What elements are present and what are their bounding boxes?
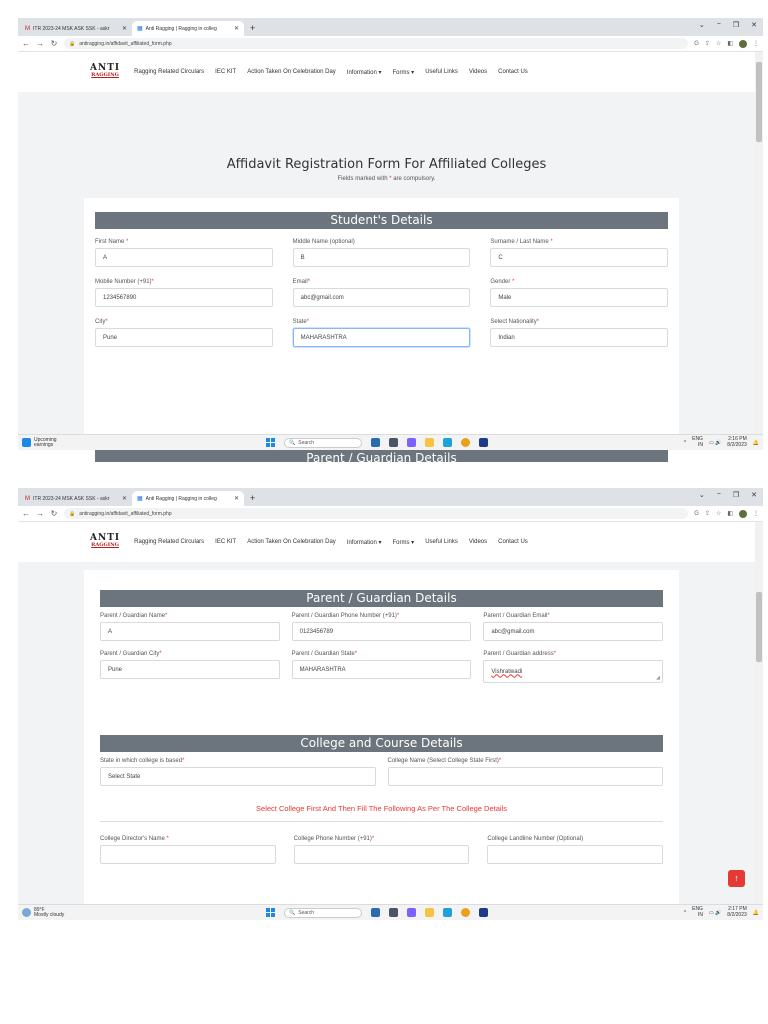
scrollbar-thumb[interactable] xyxy=(756,592,762,662)
windows-taskbar xyxy=(18,904,763,920)
subtitle-text: Fields marked with xyxy=(337,176,388,182)
file-explorer-icon[interactable] xyxy=(425,438,434,447)
city-input[interactable]: Pune xyxy=(95,328,273,347)
scrollbar-thumb[interactable] xyxy=(756,62,762,142)
toolbar-icons xyxy=(694,40,759,48)
parent-row-1 xyxy=(100,613,663,641)
close-window-icon[interactable]: ✕ xyxy=(751,22,757,29)
parent-address-textarea[interactable] xyxy=(483,660,663,683)
college-row-2 xyxy=(100,836,663,864)
parent-city-group xyxy=(100,651,280,683)
mobile-group xyxy=(95,279,273,307)
college-phone-group xyxy=(294,836,470,864)
widget-text xyxy=(34,438,57,448)
gmail-icon: M xyxy=(25,25,30,32)
tab-label: ITR 2023-24 MSK ASK SSK - askr xyxy=(33,495,110,502)
widget-line-2: Mostly cloudy xyxy=(34,911,65,918)
edge-icon[interactable] xyxy=(443,438,452,447)
page-title: Affidavit Registration Form For Affiliated Colleges xyxy=(226,157,547,172)
college-landline-group xyxy=(487,836,663,864)
nav-useful-links[interactable]: Useful Links xyxy=(425,69,458,75)
profile-avatar[interactable] xyxy=(739,40,747,48)
city-group xyxy=(95,319,273,347)
logo-text-bottom: RAGGING xyxy=(91,542,119,548)
sidepanel-icon[interactable]: ◧ xyxy=(727,511,733,517)
college-details-heading: College and Course Details xyxy=(100,735,663,752)
parent-phone-group xyxy=(292,613,472,641)
share-icon[interactable]: ⇪ xyxy=(704,511,710,517)
college-state-select[interactable]: Select State xyxy=(100,767,376,786)
nav-iec-kit[interactable]: IEC KIT xyxy=(215,539,237,545)
wifi-volume-icon[interactable]: ▭ 🔊 xyxy=(708,439,722,446)
share-icon[interactable]: ⇪ xyxy=(704,41,710,47)
lock-icon: 🔒 xyxy=(69,510,76,517)
minimize-icon[interactable]: − xyxy=(716,491,721,498)
forward-arrow-icon[interactable]: → xyxy=(36,509,44,518)
parent-email-input[interactable]: abc@gmail.com xyxy=(483,622,663,641)
nav-contact-us[interactable]: Contact Us xyxy=(498,69,528,75)
file-explorer-icon[interactable] xyxy=(425,908,434,917)
screenshot-student-details xyxy=(18,18,763,465)
copilot-icon[interactable] xyxy=(371,908,380,917)
notification-bell-icon[interactable]: 🔔 xyxy=(752,439,759,446)
wifi-volume-icon[interactable]: ▭ 🔊 xyxy=(708,909,722,916)
site-favicon-icon: ▦ xyxy=(137,26,143,32)
first-name-label: First Name * xyxy=(95,239,129,245)
nav-forms[interactable]: Forms ▾ xyxy=(392,539,415,546)
scroll-to-top-button[interactable]: ↑ xyxy=(728,870,745,887)
email-input[interactable]: abc@gmail.com xyxy=(293,288,471,307)
close-tab-icon[interactable]: ✕ xyxy=(233,496,239,502)
middle-name-label: Middle Name (optional) xyxy=(292,239,355,245)
director-group xyxy=(100,836,276,864)
surname-input[interactable]: C xyxy=(490,248,668,267)
browser-tab-itr[interactable] xyxy=(20,21,132,36)
student-details-heading: Student's Details xyxy=(95,212,668,229)
widget-line-1: 89°F xyxy=(34,906,45,913)
college-phone-input[interactable] xyxy=(294,845,470,864)
taskbar-search[interactable] xyxy=(284,908,362,918)
college-row-1 xyxy=(100,758,663,786)
search-icon: 🔍 xyxy=(289,439,296,446)
system-tray xyxy=(684,437,759,448)
nav-videos[interactable]: Videos xyxy=(468,539,488,545)
close-tab-icon[interactable]: ✕ xyxy=(121,26,127,32)
clock[interactable]: 2:17 PM 8/2/2023 xyxy=(727,906,747,918)
nav-action-taken[interactable]: Action Taken On Celebration Day xyxy=(247,69,336,75)
profile-avatar[interactable] xyxy=(739,510,747,518)
nationality-label: Select Nationality* xyxy=(490,319,540,325)
student-row-3 xyxy=(95,319,668,347)
parent-city-input[interactable]: Pune xyxy=(100,660,280,679)
browser-tabstrip xyxy=(18,18,763,36)
nav-videos[interactable]: Videos xyxy=(468,69,488,75)
nav-forms[interactable]: Forms ▾ xyxy=(392,69,415,76)
window-controls xyxy=(699,491,757,499)
chrome-icon[interactable] xyxy=(461,908,470,917)
middle-name-group xyxy=(293,239,471,267)
screenshot-parent-college-details xyxy=(18,488,763,920)
main-nav xyxy=(134,69,528,76)
store-icon[interactable] xyxy=(479,438,488,447)
widget-line-1: Upcoming xyxy=(34,436,57,443)
college-state-group xyxy=(100,758,376,786)
college-notice: Select College First And Then Fill The Following As Per The College Details xyxy=(256,804,507,813)
tab-label: ITR 2023-24 MSK ASK SSK - askr xyxy=(33,25,110,32)
chevron-up-icon[interactable]: ^ xyxy=(683,439,687,446)
chrome-icon[interactable] xyxy=(461,438,470,447)
page-subtitle xyxy=(18,176,755,182)
google-icon[interactable]: G xyxy=(694,510,699,517)
college-phone-label: College Phone Number (+91)* xyxy=(293,836,375,842)
search-label: Search xyxy=(298,909,315,916)
restore-icon[interactable]: ❐ xyxy=(732,492,740,499)
browser-tabstrip xyxy=(18,488,763,506)
resize-grip-icon[interactable]: ◢ xyxy=(656,675,661,681)
lock-icon: 🔒 xyxy=(69,40,76,47)
gmail-icon: M xyxy=(25,495,30,502)
task-view-icon[interactable] xyxy=(389,438,398,447)
email-label: Email* xyxy=(292,279,311,285)
page-scrollbar[interactable] xyxy=(755,522,763,904)
sidepanel-icon[interactable]: ◧ xyxy=(727,41,733,47)
news-icon xyxy=(22,438,31,447)
city-label: City* xyxy=(95,319,108,325)
form-card xyxy=(84,570,679,904)
browser-toolbar xyxy=(18,506,763,522)
address-bar[interactable] xyxy=(64,38,688,49)
nav-useful-links[interactable]: Useful Links xyxy=(425,539,458,545)
notification-bell-icon[interactable]: 🔔 xyxy=(752,909,759,916)
parent-email-group xyxy=(483,613,663,641)
parent-state-group xyxy=(292,651,472,683)
close-tab-icon[interactable]: ✕ xyxy=(121,496,127,502)
new-tab-button[interactable]: + xyxy=(250,23,256,33)
nav-contact-us[interactable]: Contact Us xyxy=(498,539,528,545)
parent-state-select[interactable]: MAHARASHTRA xyxy=(292,660,472,679)
url-text: antiragging.in/affidavit_affiliated_form.php xyxy=(79,510,172,517)
windows-taskbar xyxy=(18,434,763,450)
logo-text-bottom: RAGGING xyxy=(91,72,119,78)
taskbar-center xyxy=(266,438,488,448)
first-name-input[interactable]: A xyxy=(95,248,273,267)
address-bar[interactable] xyxy=(64,508,688,519)
director-input[interactable] xyxy=(100,845,276,864)
widget-text xyxy=(34,908,64,918)
browser-tab-antiragging[interactable] xyxy=(132,491,244,506)
site-favicon-icon: ▦ xyxy=(137,496,143,502)
clock[interactable]: 2:16 PM 8/2/2023 xyxy=(727,436,747,448)
college-name-select[interactable] xyxy=(388,767,664,786)
nationality-group xyxy=(490,319,668,347)
new-tab-button[interactable]: + xyxy=(250,493,256,503)
logo-text-top: ANTI xyxy=(90,533,121,543)
browser-tab-itr[interactable] xyxy=(20,491,132,506)
cloud-icon xyxy=(22,908,31,917)
back-arrow-icon[interactable]: ← xyxy=(22,509,30,518)
site-logo[interactable] xyxy=(90,535,120,549)
page-scrollbar[interactable] xyxy=(755,52,763,434)
widgets-button[interactable] xyxy=(18,908,108,918)
kebab-menu-icon[interactable]: ⋮ xyxy=(753,41,759,47)
parent-row-2 xyxy=(100,651,663,683)
language-indicator[interactable]: ENG IN xyxy=(692,906,703,918)
student-row-2 xyxy=(95,279,668,307)
surname-group xyxy=(490,239,668,267)
state-select[interactable]: MAHARASHTRA xyxy=(293,328,471,347)
widget-line-2: earnings xyxy=(34,441,54,448)
google-icon[interactable]: G xyxy=(694,40,699,47)
student-row-1 xyxy=(95,239,668,267)
student-card xyxy=(84,198,679,438)
copilot-icon[interactable] xyxy=(371,438,380,447)
parent-email-label: Parent / Guardian Email* xyxy=(483,613,550,619)
parent-name-group xyxy=(100,613,280,641)
parent-phone-input[interactable]: 0123456789 xyxy=(292,622,472,641)
reload-icon[interactable]: ↻ xyxy=(50,39,58,48)
nav-information[interactable]: Information ▾ xyxy=(346,69,382,76)
chevron-up-icon[interactable]: ^ xyxy=(683,909,687,916)
widgets-button[interactable] xyxy=(18,438,108,448)
toolbar-icons xyxy=(694,510,759,518)
close-tab-icon[interactable]: ✕ xyxy=(233,26,239,32)
surname-label: Surname / Last Name * xyxy=(490,239,553,245)
parent-phone-label: Parent / Guardian Phone Number (+91)* xyxy=(291,613,400,619)
close-window-icon[interactable]: ✕ xyxy=(751,492,757,499)
college-name-label: College Name (Select College State First)* xyxy=(387,758,502,764)
taskbar-center xyxy=(266,908,488,918)
star-icon[interactable]: ☆ xyxy=(715,41,722,47)
middle-name-input[interactable]: B xyxy=(293,248,471,267)
college-landline-label: College Landline Number (Optional) xyxy=(487,836,584,842)
restore-icon[interactable]: ❐ xyxy=(732,22,740,29)
parent-address-group xyxy=(483,651,663,683)
required-star: * xyxy=(389,176,392,182)
start-windows-icon[interactable] xyxy=(266,438,275,447)
forward-arrow-icon[interactable]: → xyxy=(36,39,44,48)
college-state-label: State in which college is based* xyxy=(100,758,185,764)
star-icon[interactable]: ☆ xyxy=(715,511,722,517)
nav-iec-kit[interactable]: IEC KIT xyxy=(215,69,237,75)
site-logo[interactable] xyxy=(90,65,120,79)
state-label: State* xyxy=(292,319,310,325)
mobile-input[interactable]: 1234567890 xyxy=(95,288,273,307)
language-indicator[interactable]: ENG IN xyxy=(692,436,703,448)
parent-name-input[interactable]: A xyxy=(100,622,280,641)
subtitle-text-end: are compulsory. xyxy=(393,176,436,182)
state-group xyxy=(293,319,471,347)
teams-icon[interactable] xyxy=(407,438,416,447)
chevron-down-icon[interactable]: ⌄ xyxy=(698,22,705,29)
system-tray xyxy=(684,907,759,918)
back-arrow-icon[interactable]: ← xyxy=(22,39,30,48)
parent-details-heading: Parent / Guardian Details xyxy=(100,590,663,607)
gender-select[interactable]: Male xyxy=(490,288,668,307)
url-text: antiragging.in/affidavit_affiliated_form.php xyxy=(79,40,172,47)
gender-group xyxy=(490,279,668,307)
search-label: Search xyxy=(298,439,315,446)
address-value: Vishratwadi xyxy=(491,668,523,675)
browser-tab-antiragging[interactable] xyxy=(132,21,244,36)
site-header xyxy=(18,52,763,92)
tab-label: Anti Ragging | Ragging in colleg xyxy=(145,25,217,32)
college-landline-input[interactable] xyxy=(487,845,663,864)
logo-text-top: ANTI xyxy=(90,63,121,73)
main-nav xyxy=(134,539,528,546)
nav-information[interactable]: Information ▾ xyxy=(346,539,382,546)
college-name-group xyxy=(388,758,664,786)
nationality-select[interactable]: Indian xyxy=(490,328,668,347)
chevron-down-icon[interactable]: ⌄ xyxy=(698,492,705,499)
gender-label: Gender * xyxy=(490,279,515,285)
edge-icon[interactable] xyxy=(443,908,452,917)
reload-icon[interactable]: ↻ xyxy=(50,509,58,518)
parent-name-label: Parent / Guardian Name* xyxy=(100,613,168,619)
parent-card-peek xyxy=(84,448,679,468)
store-icon[interactable] xyxy=(479,908,488,917)
first-name-group xyxy=(95,239,273,267)
parent-address-label: Parent / Guardian address* xyxy=(483,651,557,657)
start-windows-icon[interactable] xyxy=(266,908,275,917)
minimize-icon[interactable]: − xyxy=(716,21,721,28)
kebab-menu-icon[interactable]: ⋮ xyxy=(753,511,759,517)
site-header xyxy=(18,522,763,562)
nav-ragging-circulars[interactable]: Ragging Related Circulars xyxy=(134,539,205,545)
page-viewport xyxy=(18,522,763,904)
parent-heading-peek: Parent / Guardian Details xyxy=(95,448,668,462)
tab-label: Anti Ragging | Ragging in colleg xyxy=(145,495,217,502)
teams-icon[interactable] xyxy=(407,908,416,917)
director-label: College Director's Name * xyxy=(100,836,169,842)
parent-state-label: Parent / Guardian State* xyxy=(291,651,358,657)
search-icon: 🔍 xyxy=(289,909,296,916)
email-group xyxy=(293,279,471,307)
nav-ragging-circulars[interactable]: Ragging Related Circulars xyxy=(134,69,205,75)
mobile-label: Mobile Number (+91)* xyxy=(95,279,154,285)
taskbar-search[interactable] xyxy=(284,438,362,448)
window-controls xyxy=(699,21,757,29)
parent-city-label: Parent / Guardian City* xyxy=(100,651,162,657)
nav-action-taken[interactable]: Action Taken On Celebration Day xyxy=(247,539,336,545)
task-view-icon[interactable] xyxy=(389,908,398,917)
browser-toolbar xyxy=(18,36,763,52)
